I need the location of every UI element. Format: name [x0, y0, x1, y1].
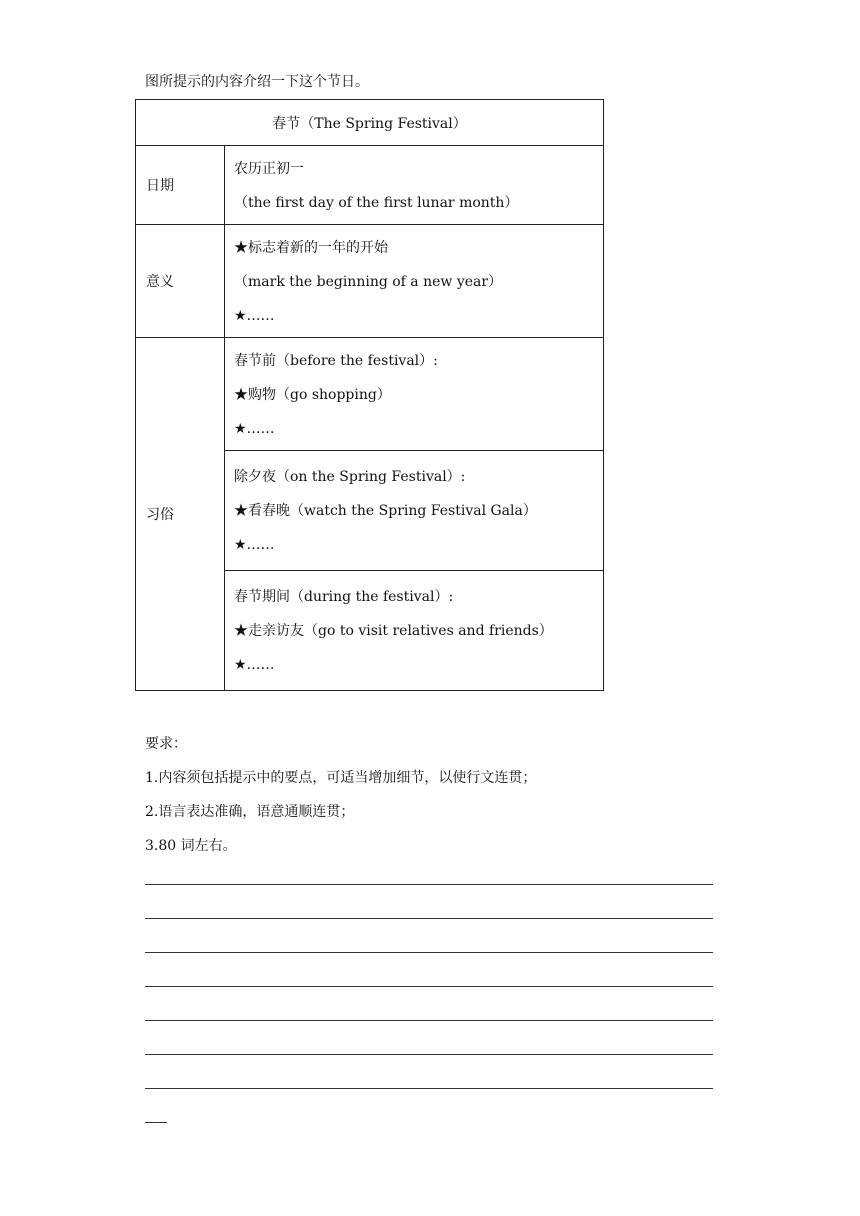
answer-line-end[interactable]	[145, 1122, 167, 1123]
meaning-line-3: ★……	[234, 308, 275, 324]
answer-line[interactable]	[145, 1088, 713, 1089]
eve-line-3: ★……	[234, 537, 275, 553]
date-line-1: 农历正初一	[234, 161, 304, 177]
before-line-1: 春节前（before the festival）:	[234, 353, 438, 369]
table-title: 春节（The Spring Festival）	[136, 100, 604, 146]
customs-during-content	[225, 571, 604, 691]
requirement-item-1: 1.内容须包括提示中的要点，可适当增加细节，以使行文连贯；	[145, 770, 537, 786]
meaning-line-1: ★标志着新的一年的开始	[234, 240, 388, 256]
customs-label: 习俗	[136, 338, 225, 691]
answer-line[interactable]	[145, 884, 713, 885]
eve-line-1: 除夕夜（on the Spring Festival）:	[234, 469, 466, 485]
customs-eve-content	[225, 451, 604, 571]
answer-line[interactable]	[145, 952, 713, 953]
eve-line-2: ★看春晚（watch the Spring Festival Gala）	[234, 503, 537, 519]
meaning-line-2: （mark the beginning of a new year）	[234, 274, 503, 290]
before-line-2: ★购物（go shopping）	[234, 387, 391, 403]
meaning-content	[225, 225, 604, 338]
date-line-2: （the first day of the first lunar month）	[234, 195, 519, 211]
date-label: 日期	[136, 146, 225, 225]
during-line-3: ★……	[234, 657, 275, 673]
during-line-2: ★走亲访友（go to visit relatives and friends）	[234, 623, 553, 639]
during-line-1: 春节期间（during the festival）:	[234, 589, 454, 605]
meaning-label: 意义	[136, 225, 225, 338]
requirement-item-2: 2.语言表达准确，语意通顺连贯；	[145, 804, 355, 820]
answer-line[interactable]	[145, 1020, 713, 1021]
before-line-3: ★……	[234, 421, 275, 437]
answer-line[interactable]	[145, 918, 713, 919]
answer-line[interactable]	[145, 986, 713, 987]
festival-table	[135, 99, 604, 691]
answer-line[interactable]	[145, 1054, 713, 1055]
intro-text: 图所提示的内容介绍一下这个节日。	[145, 74, 369, 90]
requirements-heading: 要求：	[145, 736, 187, 752]
date-content	[225, 146, 604, 225]
requirement-item-3: 3.80 词左右。	[145, 838, 237, 854]
customs-before-content	[225, 338, 604, 451]
